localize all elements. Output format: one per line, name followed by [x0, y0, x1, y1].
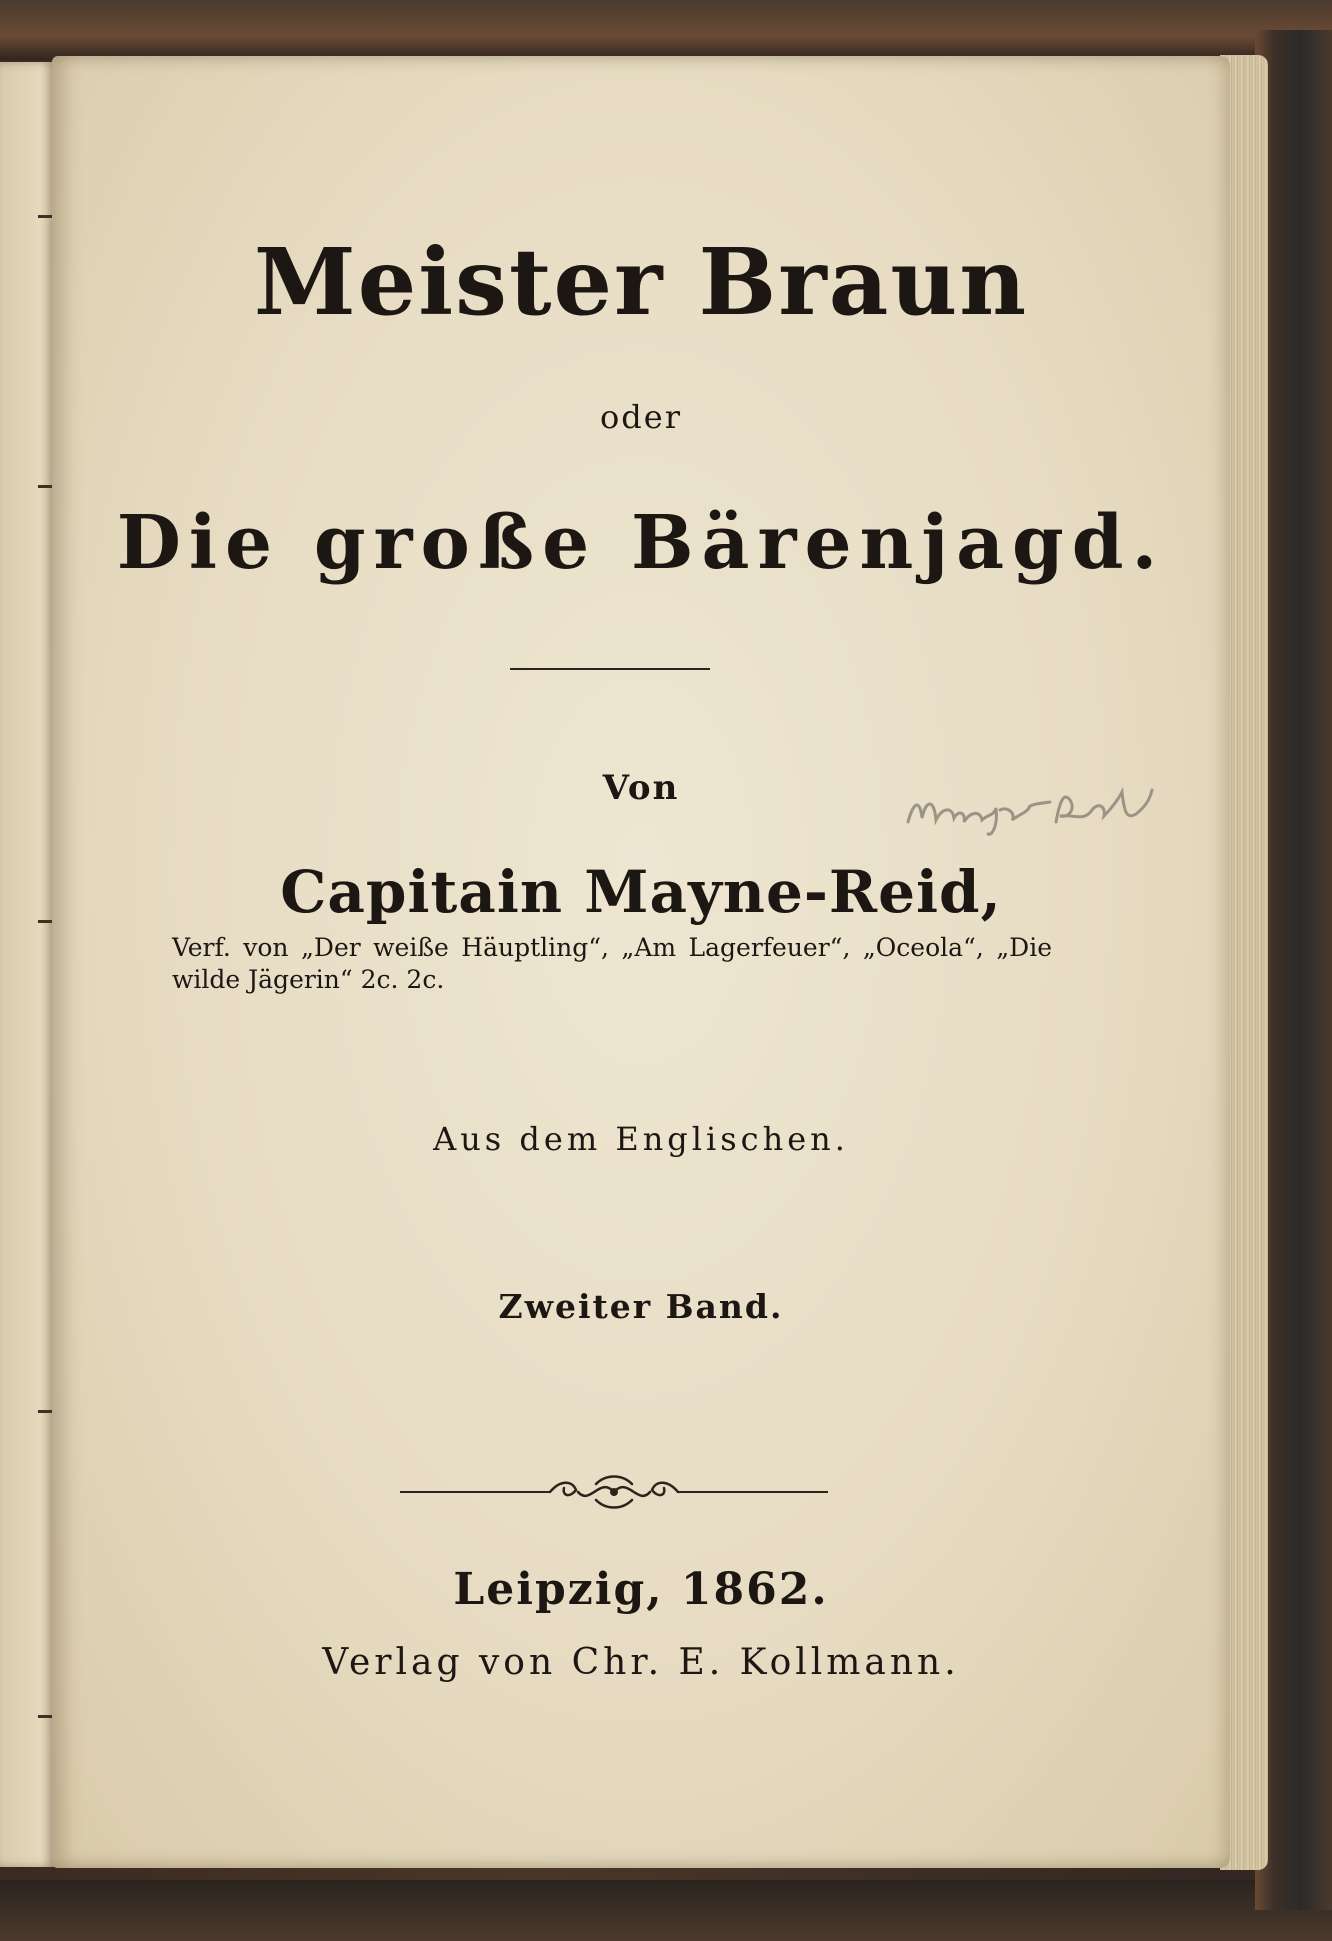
handwritten-annotation-text: Mayne-Reid	[940, 800, 947, 801]
book-subtitle: Die große Bärenjagd.	[116, 500, 1166, 586]
ornamental-divider	[400, 1472, 828, 1512]
publisher-line: Verlag von Chr. E. Kollmann.	[322, 1642, 960, 1683]
book-title: Meister Braun	[253, 228, 1029, 336]
author-name: Capitain Mayne-Reid,	[280, 858, 1002, 926]
author-previous-works: Verf. von „Der weiße Häuptling“, „Am Lagerfeuer“, „Oceola“, „Die wilde Jägerin“ 2c. 2c.	[172, 933, 1052, 994]
binding-stitch	[38, 485, 52, 488]
place-and-year: Leipzig, 1862.	[453, 1564, 829, 1615]
binding-stitch	[38, 1715, 52, 1718]
title-divider-rule	[510, 668, 710, 670]
binding-stitch	[38, 215, 52, 218]
cover-board-top	[0, 0, 1332, 60]
binding-stitch	[38, 1410, 52, 1413]
binding-stitch	[38, 920, 52, 923]
volume-label: Zweiter Band.	[498, 1287, 784, 1326]
byline-label: Von	[602, 768, 680, 808]
cover-board-bottom	[0, 1880, 1332, 1941]
handwritten-annotation	[900, 770, 1220, 840]
facing-page-edge	[0, 62, 58, 1867]
translation-note: Aus dem Englischen.	[433, 1120, 849, 1158]
title-connector: oder	[600, 398, 682, 436]
